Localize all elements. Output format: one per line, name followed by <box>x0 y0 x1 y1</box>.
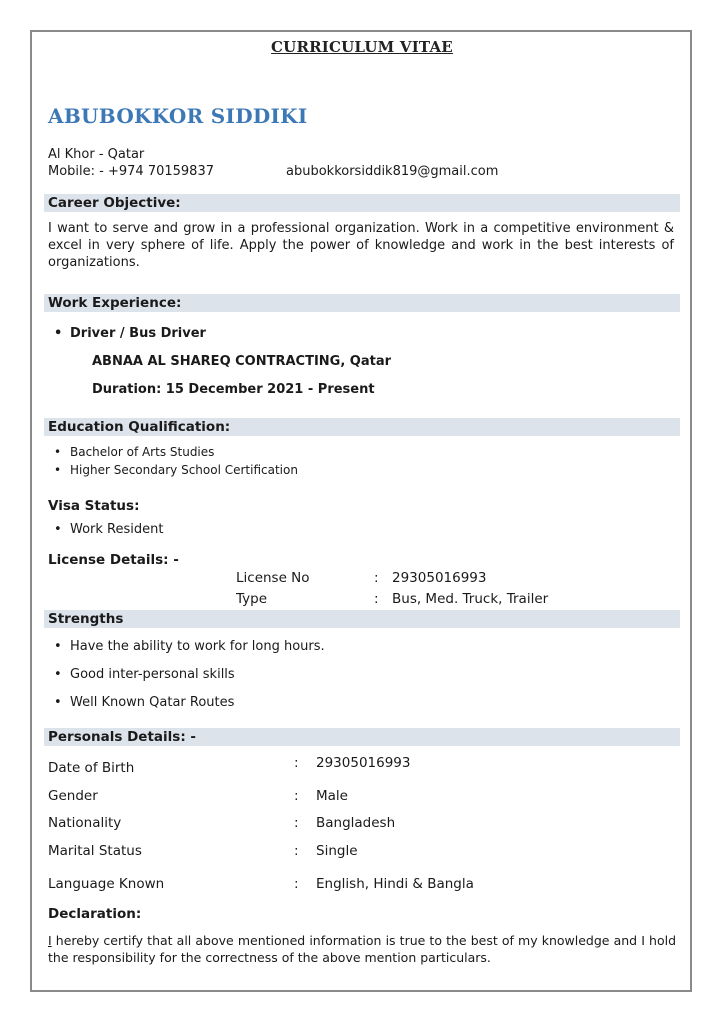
work-role: • Driver / Bus Driver <box>70 326 206 341</box>
personal-colon: : <box>294 755 299 771</box>
section-header-personal: Personals Details: - <box>44 728 680 746</box>
personal-label-language: Language Known <box>48 876 165 892</box>
strength-item: • Good inter-personal skills <box>70 667 235 682</box>
license-type-colon: : <box>374 591 379 607</box>
license-no-label: License No <box>236 570 310 586</box>
section-header-license: License Details: - <box>48 552 179 568</box>
visa-item: • Work Resident <box>70 522 163 537</box>
section-header-career: Career Objective: <box>44 194 680 212</box>
personal-colon: : <box>294 876 299 892</box>
personal-value-dob: 29305016993 <box>316 755 411 771</box>
work-company: ABNAA AL SHAREQ CONTRACTING, Qatar <box>92 354 392 369</box>
section-header-visa: Visa Status: <box>48 498 140 514</box>
section-header-education: Education Qualification: <box>44 418 680 436</box>
work-duration: Duration: 15 December 2021 - Present <box>92 382 375 397</box>
personal-label-nationality: Nationality <box>48 815 122 831</box>
resume-page <box>30 30 692 992</box>
license-no-value: 29305016993 <box>392 570 487 586</box>
career-objective-text: I want to serve and grow in a professional organization. Work in a competitive environment & excel in very sphere of life. Apply the power of knowledge and work in the best interests of organizations. <box>48 221 674 270</box>
declaration-text <box>48 932 676 966</box>
license-no-colon: : <box>374 570 379 586</box>
education-item: • Higher Secondary School Certification <box>70 463 298 477</box>
strength-item: • Well Known Qatar Routes <box>70 695 234 710</box>
declaration-first-letter: I <box>48 933 52 948</box>
declaration-body: hereby certify that all above mentioned information is true to the best of my knowledge and I hold the responsibility for the correctness of the above mention particulars. <box>48 933 676 965</box>
license-type-label: Type <box>236 591 268 607</box>
personal-value-nationality: Bangladesh <box>316 815 396 831</box>
contact-mobile: Mobile: - +974 70159837 <box>48 164 214 179</box>
personal-value-marital: Single <box>316 843 358 859</box>
document-title: CURRICULUM VITAE <box>271 38 453 56</box>
personal-label-marital: Marital Status <box>48 843 142 859</box>
section-header-declaration: Declaration: <box>48 906 142 922</box>
section-header-work: Work Experience: <box>44 294 680 312</box>
strength-item: • Have the ability to work for long hours. <box>70 639 325 654</box>
candidate-name: ABUBOKKOR SIDDIKI <box>48 104 308 128</box>
personal-label-dob: Date of Birth <box>48 760 135 776</box>
personal-label-gender: Gender <box>48 788 98 804</box>
section-header-strengths: Strengths <box>44 610 680 628</box>
personal-colon: : <box>294 843 299 859</box>
license-type-value: Bus, Med. Truck, Trailer <box>392 591 549 607</box>
contact-location: Al Khor - Qatar <box>48 147 145 162</box>
education-item: • Bachelor of Arts Studies <box>70 445 214 459</box>
personal-value-language: English, Hindi & Bangla <box>316 876 474 892</box>
personal-value-gender: Male <box>316 788 348 804</box>
personal-colon: : <box>294 788 299 804</box>
personal-colon: : <box>294 815 299 831</box>
contact-email: abubokkorsiddik819@gmail.com <box>286 164 499 179</box>
